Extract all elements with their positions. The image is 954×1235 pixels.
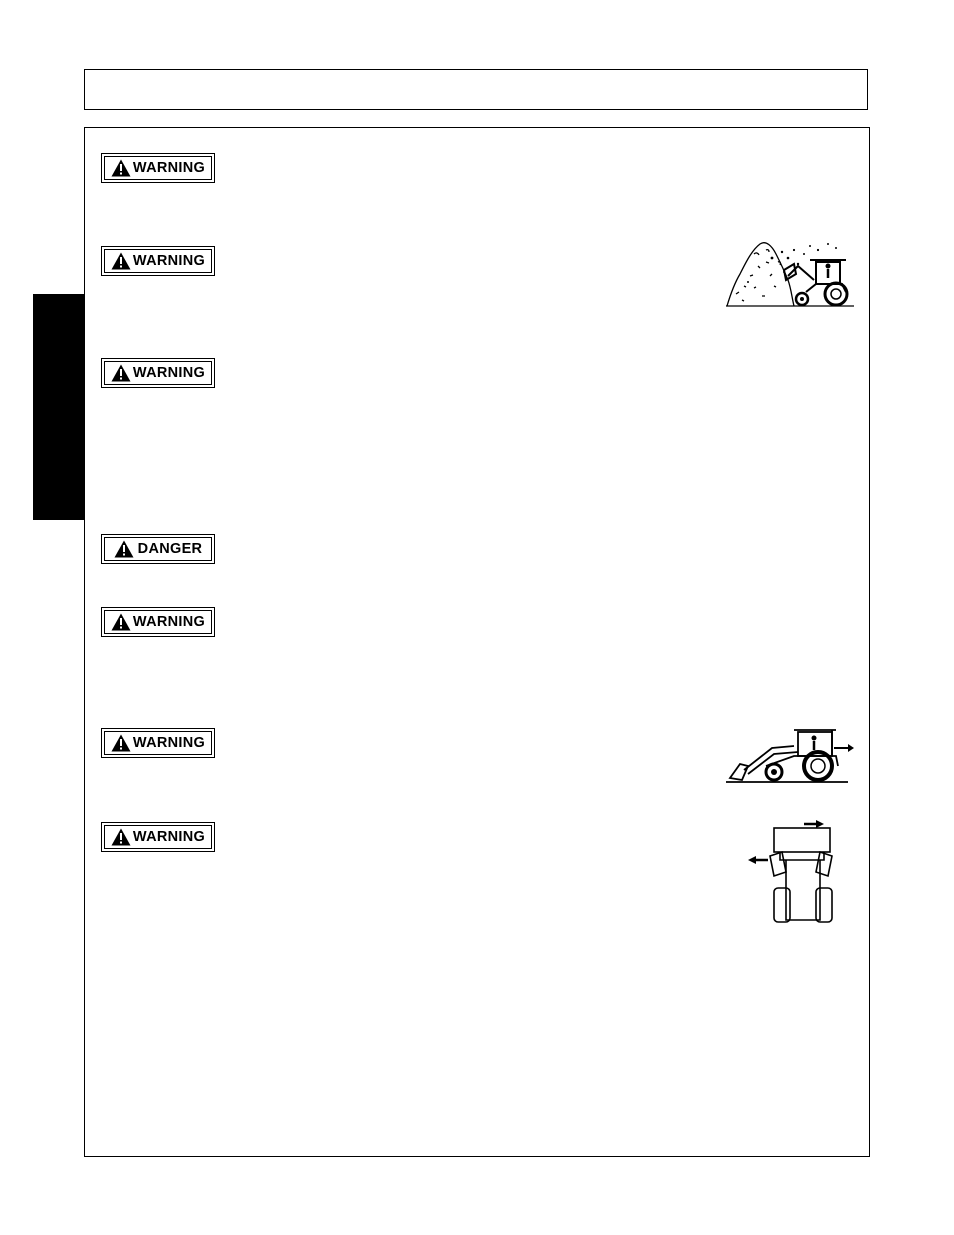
section-side-tab	[33, 294, 85, 520]
badge-label: WARNING	[132, 160, 206, 176]
warning-badge-6	[101, 822, 215, 852]
warning-triangle-icon	[114, 540, 134, 558]
page-header-box	[84, 69, 868, 110]
warning-badge-1	[101, 153, 215, 183]
warning-triangle-icon	[111, 159, 131, 177]
warning-badge-3	[101, 358, 215, 388]
warning-triangle-icon	[111, 734, 131, 752]
tractor-loader-debris-pile-icon	[724, 236, 856, 310]
badge-label: WARNING	[132, 735, 206, 751]
warning-badge-2	[101, 246, 215, 276]
warning-badge-5	[101, 728, 215, 758]
badge-label: DANGER	[137, 541, 203, 557]
tractor-top-view-icon	[740, 816, 840, 928]
tractor-loader-travel-icon	[724, 722, 856, 786]
badge-label: WARNING	[132, 253, 206, 269]
warning-triangle-icon	[111, 828, 131, 846]
badge-label: WARNING	[132, 365, 206, 381]
danger-badge	[101, 534, 215, 564]
warning-triangle-icon	[111, 252, 131, 270]
badge-label: WARNING	[132, 614, 206, 630]
warning-triangle-icon	[111, 364, 131, 382]
warning-badge-4	[101, 607, 215, 637]
warning-triangle-icon	[111, 613, 131, 631]
badge-label: WARNING	[132, 829, 206, 845]
